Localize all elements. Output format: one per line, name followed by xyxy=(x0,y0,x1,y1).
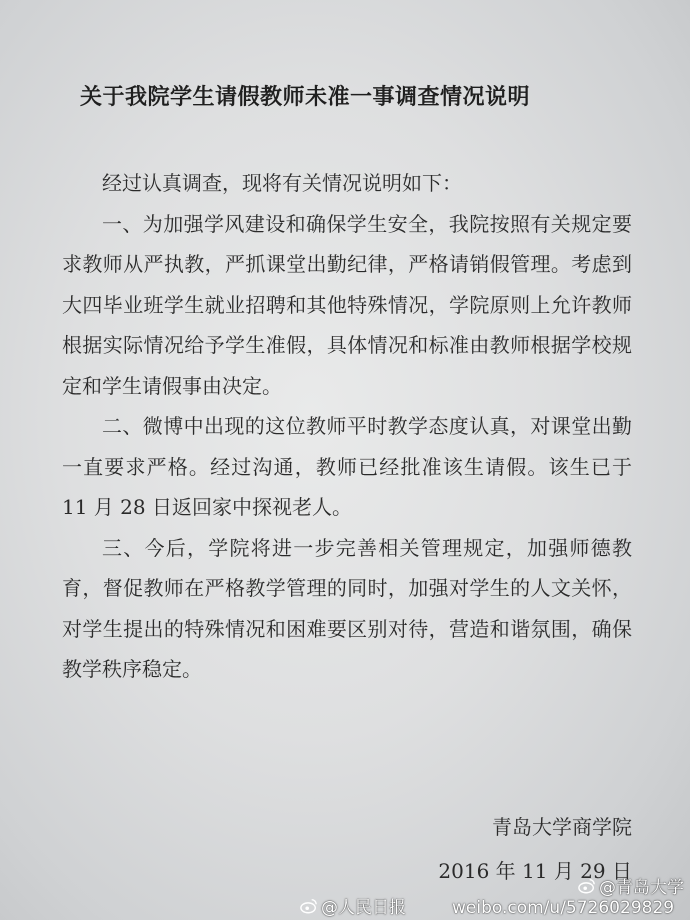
watermark-url-text: weibo.com/u/5726029829 xyxy=(452,898,675,918)
document-title: 关于我院学生请假教师未准一事调查情况说明 xyxy=(80,85,531,110)
paragraph-two: 二、微博中出现的这位教师平时教学态度认真，对课堂出勤一直要求严格。经过沟通，教师已经批准该生请假。该生已于 11 月 28 日返回家中探视老人。 xyxy=(62,414,632,519)
watermark-right xyxy=(578,873,684,898)
intro-paragraph: 经过认真调查，现将有关情况说明如下： xyxy=(102,171,462,195)
watermark-right-text: @青岛大学 xyxy=(599,878,684,898)
watermark-url xyxy=(452,898,674,918)
watermark-left-text: @人民日报 xyxy=(321,898,406,918)
paragraph-three: 三、今后，学院将进一步完善相关管理规定，加强师德教育，督促教师在严格教学管理的同时，加强对学生的人文关怀，对学生提出的特殊情况和困难要区别对待，营造和谐氛围，确保教学秩序稳定。 xyxy=(62,535,632,681)
paragraph-one: 一、为加强学风建设和确保学生安全，我院按照有关规定要求教师从严执教，严抓课堂出勤纪律，严格请销假管理。考虑到大四毕业班学生就业招聘和其他特殊情况，学院原则上允许教师根据实际情况给予学生准假，具体情况和标准由教师根据学校规定和学生请假事由决定。 xyxy=(62,211,632,398)
weibo-logo-icon xyxy=(300,897,318,915)
signature-date: 2016 年 11 月 29 日 xyxy=(438,859,632,883)
document-body xyxy=(62,163,632,690)
weibo-logo-icon xyxy=(578,877,596,895)
signature-organization: 青岛大学商学院 xyxy=(492,815,632,839)
watermark-left xyxy=(300,893,406,918)
